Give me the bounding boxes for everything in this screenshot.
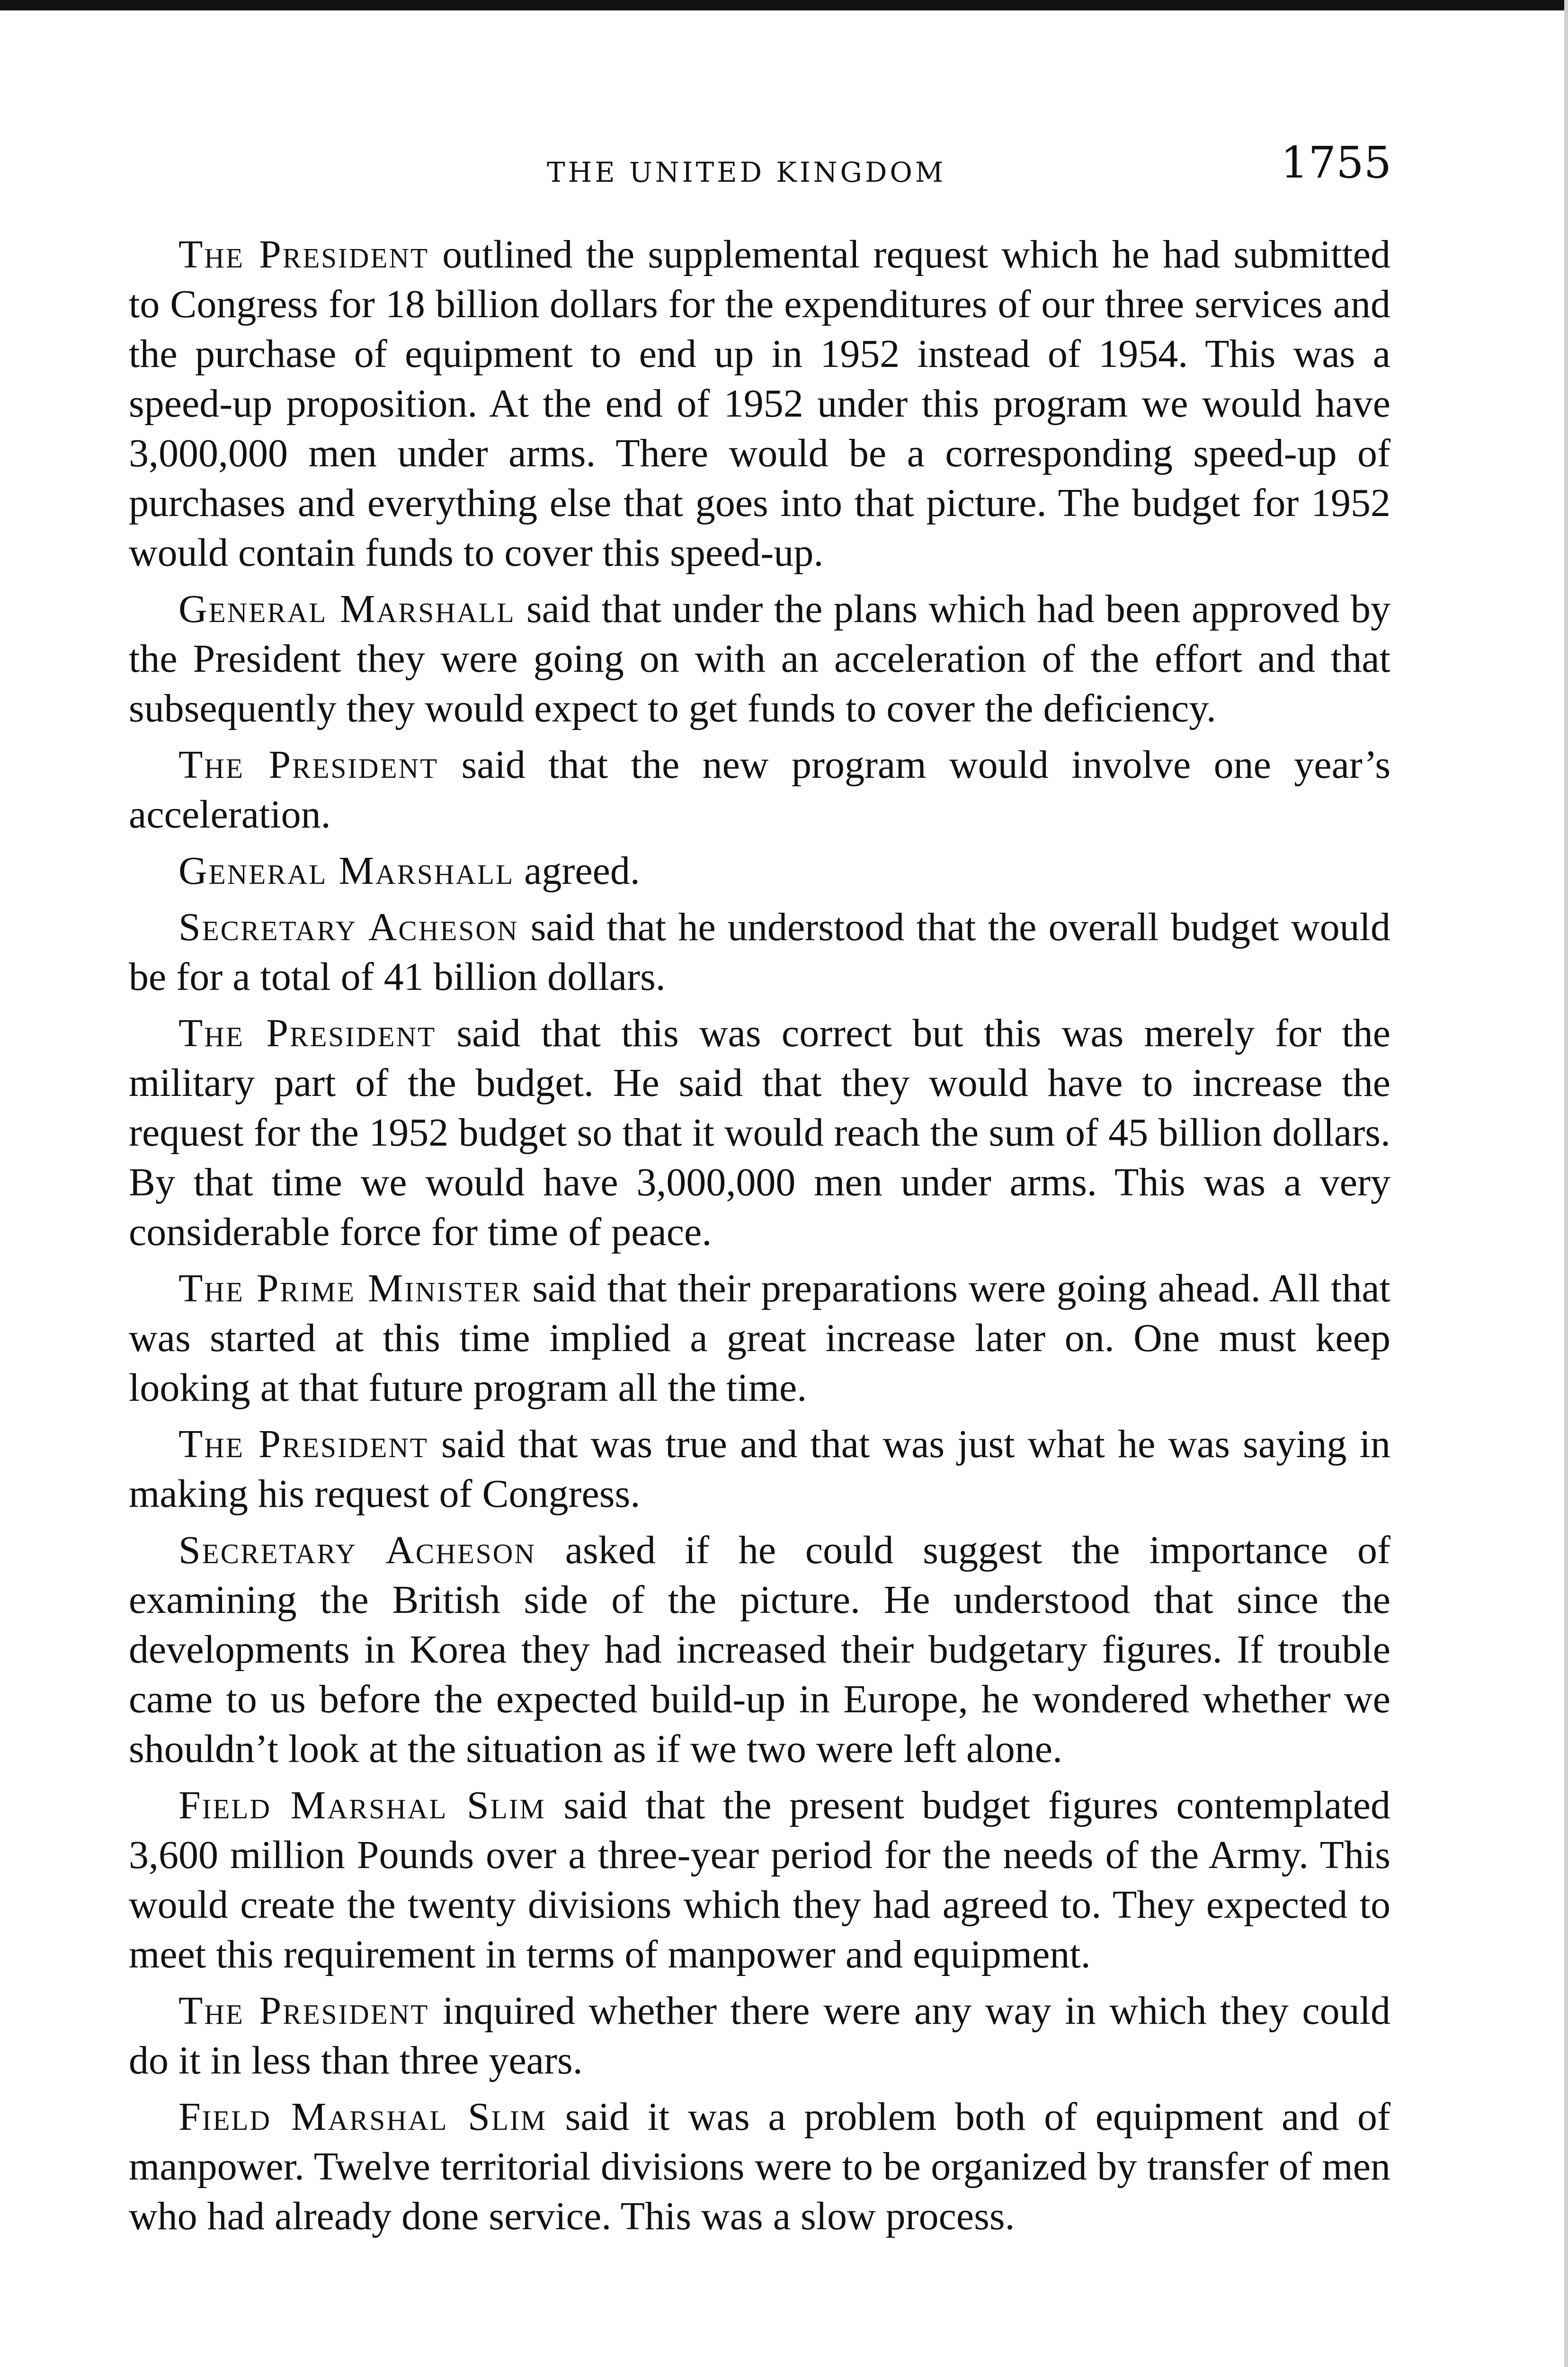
paragraph (129, 1986, 1390, 2085)
speaker-name: General Marshall (178, 849, 515, 893)
speaker-name: Field Marshal Slim (178, 1783, 546, 1827)
speaker-name: The President (178, 743, 439, 787)
paragraph-text: said that he understood that the overall budget would be for a total of 41 billion dollars. (129, 905, 1390, 999)
paragraph (129, 2092, 1390, 2241)
top-border (0, 0, 1568, 10)
speaker-name: The President (178, 232, 429, 276)
paragraph-text: said that under the plans which had been approved by the President they were going on with an acceleration of the effort and that subsequently they would expect to get funds to cover the deficiency. (129, 587, 1390, 730)
speaker-name: Secretary Acheson (178, 905, 519, 949)
speaker-name: General Marshall (178, 587, 516, 631)
paragraph (129, 1264, 1390, 1413)
paragraph-text: asked if he could suggest the importance of examining the British side of the picture. He understood that since the developments in Korea they had increased their budgetary figures. If trouble came to us before the expected build-up in Europe, he wondered whether we shouldn’t look at the situation as if we two were left alone. (129, 1528, 1390, 1771)
paragraph (129, 1419, 1390, 1519)
speaker-name: The President (178, 1989, 429, 2033)
paragraph-text: said that was true and that was just what he was saying in making his request of Congress. (129, 1422, 1390, 1516)
paragraph (129, 740, 1390, 839)
paragraph-text: said that the present budget figures contemplated 3,600 million Pounds over a three-year period for the needs of the Army. This would create the twenty divisions which they had agreed to. They expected to meet this requirement in terms of manpower and equipment. (129, 1783, 1390, 1976)
paragraph-text: inquired whether there were any way in which they could do it in less than three years. (129, 1989, 1390, 2082)
paragraph (129, 584, 1390, 733)
paragraph-text: agreed. (514, 849, 640, 893)
paragraph (129, 902, 1390, 1002)
page-edge (1564, 0, 1568, 2367)
paragraph (129, 230, 1390, 578)
paragraph-text: said it was a problem both of equipment and of manpower. Twelve territorial divisions were to be organized by transfer of men who had already done service. This was a slow process. (129, 2095, 1390, 2238)
paragraph (129, 1525, 1390, 1774)
speaker-name: Field Marshal Slim (178, 2095, 547, 2139)
speaker-name: The President (178, 1011, 437, 1055)
page-number: 1755 (1281, 137, 1392, 188)
paragraph-text: outlined the supplemental request which he had submitted to Congress for 18 billion dollars for the expenditures of our three services and the purchase of equipment to end up in 1952 instead of 1954. This was a speed-up proposition. At the end of 1952 under this program we would have 3,000,000 men under arms. There would be a corresponding speed-up of purchases and everything else that goes into that picture. The budget for 1952 would contain funds to cover this speed-up. (129, 232, 1390, 575)
speaker-name: The Prime Minister (178, 1266, 522, 1310)
paragraph (129, 1780, 1390, 1979)
speaker-name: Secretary Acheson (178, 1528, 536, 1572)
paragraph-text: said that this was correct but this was merely for the military part of the budget. He said that they would have to increase the request for the 1952 budget so that it would reach the sum of 45 billion dollars. By that time we would have 3,000,000 men under arms. This was a very considerable force for time of peace. (129, 1011, 1390, 1254)
running-title: THE UNITED KINGDOM (547, 156, 946, 188)
paragraph (129, 846, 1390, 896)
document-body (129, 230, 1390, 2248)
paragraph-text: said that the new program would involve one year’s acceleration. (129, 743, 1391, 836)
paragraph (129, 1008, 1390, 1257)
paragraph-text: said that their preparations were going ahead. All that was started at this time implied a great increase later on. One must keep looking at that future program all the time. (129, 1266, 1390, 1410)
speaker-name: The President (178, 1422, 428, 1466)
